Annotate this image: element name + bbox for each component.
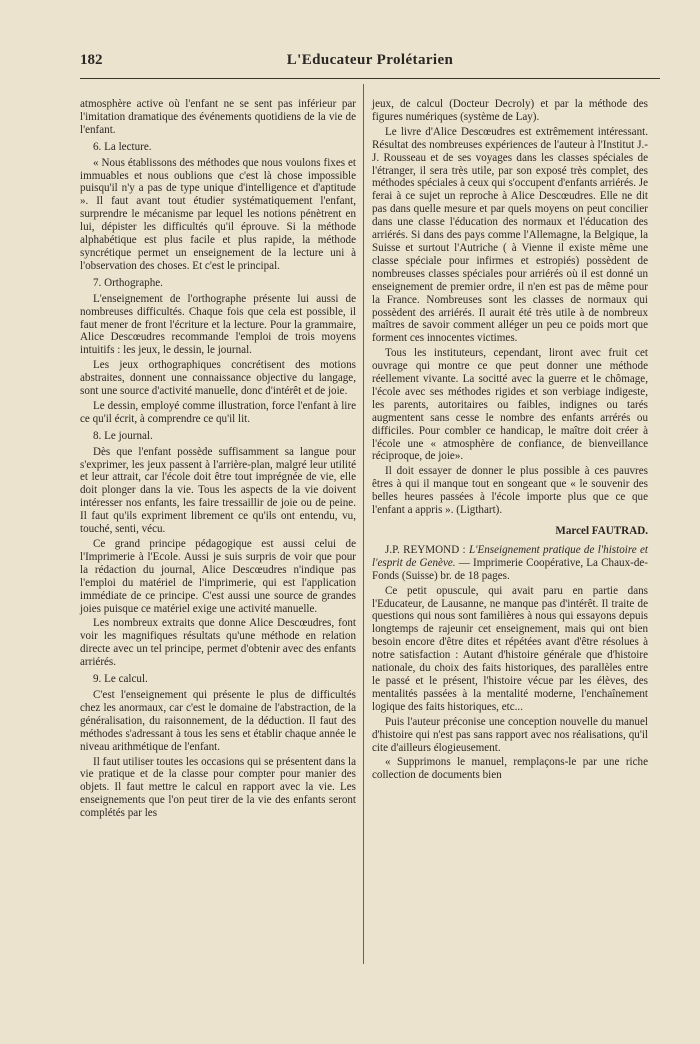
paragraph: « Supprimons le manuel, remplaçons-le par une riche collection de documents bien — [372, 756, 648, 782]
paragraph: Les jeux orthographiques concrétisent des motions abstraites, donnent une connaissance objective du langage, sont une source d'activité manuelle, donc d'intérêt et de joie. — [80, 359, 356, 398]
paragraph: Les nombreux extraits que donne Alice Descœudres, font voir les magnifiques résultats qu'une méthode en relation directe avec un tel principe, permet d'obtenir avec des enfants arriérés. — [80, 617, 356, 669]
paragraph: jeux, de calcul (Docteur Decroly) et par la méthode des figures numériques (système de Lay). — [372, 98, 648, 123]
review-title: L'Enseignement pratique de l'histoire et l'esprit de Genève. — [372, 543, 648, 569]
paragraph: Ce petit opuscule, qui avait paru en partie dans l'Educateur, de Lausanne, ne manque pas d'intérêt. Il traite de questions qui nous sont familières à nous qui essayons depuis longtemps de rajeunir cet enseignement, mais qui ont bien besoin encore d'être dites et répétées avant d'être résolues à notre satisfaction : Autant d'histoire générale que d'histoire nationale, du choix des faits historiques, des parallèles entre le passé et le présent, l'histoire vécue par les élèves, des mentalités passées à la mentalité moderne, l'enchaînement logique des faits historiques, etc... — [372, 584, 648, 713]
section-heading: 8. Le journal. — [93, 429, 153, 442]
paragraph: C'est l'enseignement qui présente le plus de difficultés chez les anormaux, car c'est le domaine de l'abstraction, de la généralisation, du raisonnement, de la déduction. Il faut des méthodes s'adressant à tous les sens et établir chaque année le niveau arithmétique de l'enfant. — [80, 688, 356, 753]
paragraph: Le dessin, employé comme illustration, force l'enfant à lire ce qu'il écrit, à comprendre ce qu'il lit. — [80, 399, 356, 425]
section-heading: 7. Orthographe. — [93, 276, 163, 289]
paragraph: Ce grand principe pédagogique est aussi celui de l'Imprimerie à l'Ecole. Aussi je suis surpris de voir que pour la rédaction du journal, Alice Descœudres n'indique pas l'emploi du matériel de l'imprimerie, qui est l'application immédiate de ce principe. C'est aussi une source de grandes joies puisque ce matériel exige une activité manuelle. — [80, 538, 356, 615]
column-divider — [363, 84, 364, 964]
header-rule — [80, 78, 660, 79]
signature: Marcel FAUTRAD. — [555, 525, 648, 537]
review-publisher: — Imprimerie Coopérative, La Chaux-de-Fonds (Suisse) br. de 18 pages. — [372, 556, 648, 582]
page-number: 182 — [80, 52, 103, 68]
paragraph: L'enseignement de l'orthographe présente lui aussi de nombreuses difficultés. Chaque fois que cela est possible, il faut mener de front l'écriture et la lecture. Pour la grammaire, Alice Descœudres recommande l'emploi de trois moyens intuitifs : les jeux, le dessin, le journal. — [80, 292, 356, 357]
section-heading: 9. Le calcul. — [93, 673, 148, 686]
right-column — [372, 98, 648, 784]
review-author: J.P. REYMOND : — [385, 543, 466, 556]
paragraph: Le livre d'Alice Descœudres est extrêmement intéressant. Résultat des nombreuses expériences de l'auteur à l'Institut J.-J. Rousseau et de ses voyages dans les classes spéciales de l'étranger, il sera très utile, par son exposé très complet, des méthodes spéciales à ceux qui s'occupent d'enfants arriérés. Je ferai à ce sujet un reproche à Alice Descœudres. Elle ne dit pas dans quelle mesure et par quels moyens on peut concilier dans une classe l'éducation des normaux et l'éducation des arriérés. Si dans des pays comme l'Allemagne, la Belgique, la Suisse et surtout l'Autriche ( à Vienne il existe même une classe spéciale pour infirmes et estropiés) possèdent de nombreuses classes spéciales pour arriérés où il est donné un enseignement de premier ordre, il n'en est pas de même pour la France. Nombreuses sont les classes de normaux qui possèdent des arriérés. Il aurait été très utile à de nombreux maîtres de savoir comment alléger un peu ce poids mort que forment ces innocentes victimes. — [372, 125, 648, 345]
paragraph: Il faut utiliser toutes les occasions qui se présentent dans la vie pratique et de la classe pour compter pour manier des objets. Il faut mettre le calcul en rapport avec la vie. Les enseignements que l'on peut tirer de la vie des enfants seront complétés par les — [80, 755, 356, 820]
paragraph: Dès que l'enfant possède suffisamment sa langue pour s'exprimer, les jeux passent à l'arrière-plan, malgré leur utilité et leur attrait, car l'école doit être tout imprégnée de vie, elle doit plonger dans la vie. Tous les aspects de la vie doivent intéresser nos enfants, les faire tressaillir de joie ou de peine. Il faut qu'ils expriment librement ce qu'ils ont entendu, vu, touché, senti, vécu. — [80, 445, 356, 536]
page-header — [80, 50, 660, 76]
paragraph: Il doit essayer de donner le plus possible à ces pauvres êtres à qui il manque tout en songeant que « le souvenir des belles heures passées à l'école importe plus que ce que l'enfant a appris ». (Ligthart). — [372, 465, 648, 517]
running-title: L'Educateur Prolétarien — [286, 52, 454, 68]
section-heading: 6. La lecture. — [93, 140, 152, 153]
paragraph: Puis l'auteur préconise une conception nouvelle du manuel d'histoire qui n'est pas sans rapport avec nos réalisations, qu'il cite d'ailleurs élogieusement. — [372, 715, 648, 754]
paragraph: Tous les instituteurs, cependant, liront avec fruit cet ouvrage qui montre ce que peut donner une méthode réellement vivante. La socitté avec la guerre et le chômage, l'école avec ses méthodes rigides et son verbiage indigeste, les parents, autoritaires ou faibles, indignes ou tarés augmentent sans cesse le nombre des enfants arrérés ou difficiles. Pour combler ce handicap, le maître doit créer à l'école une « atmosphère de confiance, de bienveillance réciproque, de joie». — [372, 347, 648, 463]
paragraph: atmosphère active où l'enfant ne se sent pas inférieur par l'imitation dramatique des événements quotidiens de la vie de l'enfant. — [80, 98, 356, 136]
left-column — [80, 98, 356, 822]
review-heading — [372, 544, 648, 583]
paragraph: « Nous établissons des méthodes que nous voulons fixes et immuables et nous oublions que c'est là chose impossible puisqu'il n'y a pas de type unique d'intelligence et d'aptitude ». Il faut avant tout étudier systématiquement l'enfant, surprendre le mécanisme par lequel les notions pénètrent en lui, dépister les difficultés qu'il éprouve. Si la méthode alphabétique est plus facile et plus rapide, la méthode syncrétique permet un enseignement de la lecture uni à l'observation des choses. Et c'est le principal. — [80, 156, 356, 272]
